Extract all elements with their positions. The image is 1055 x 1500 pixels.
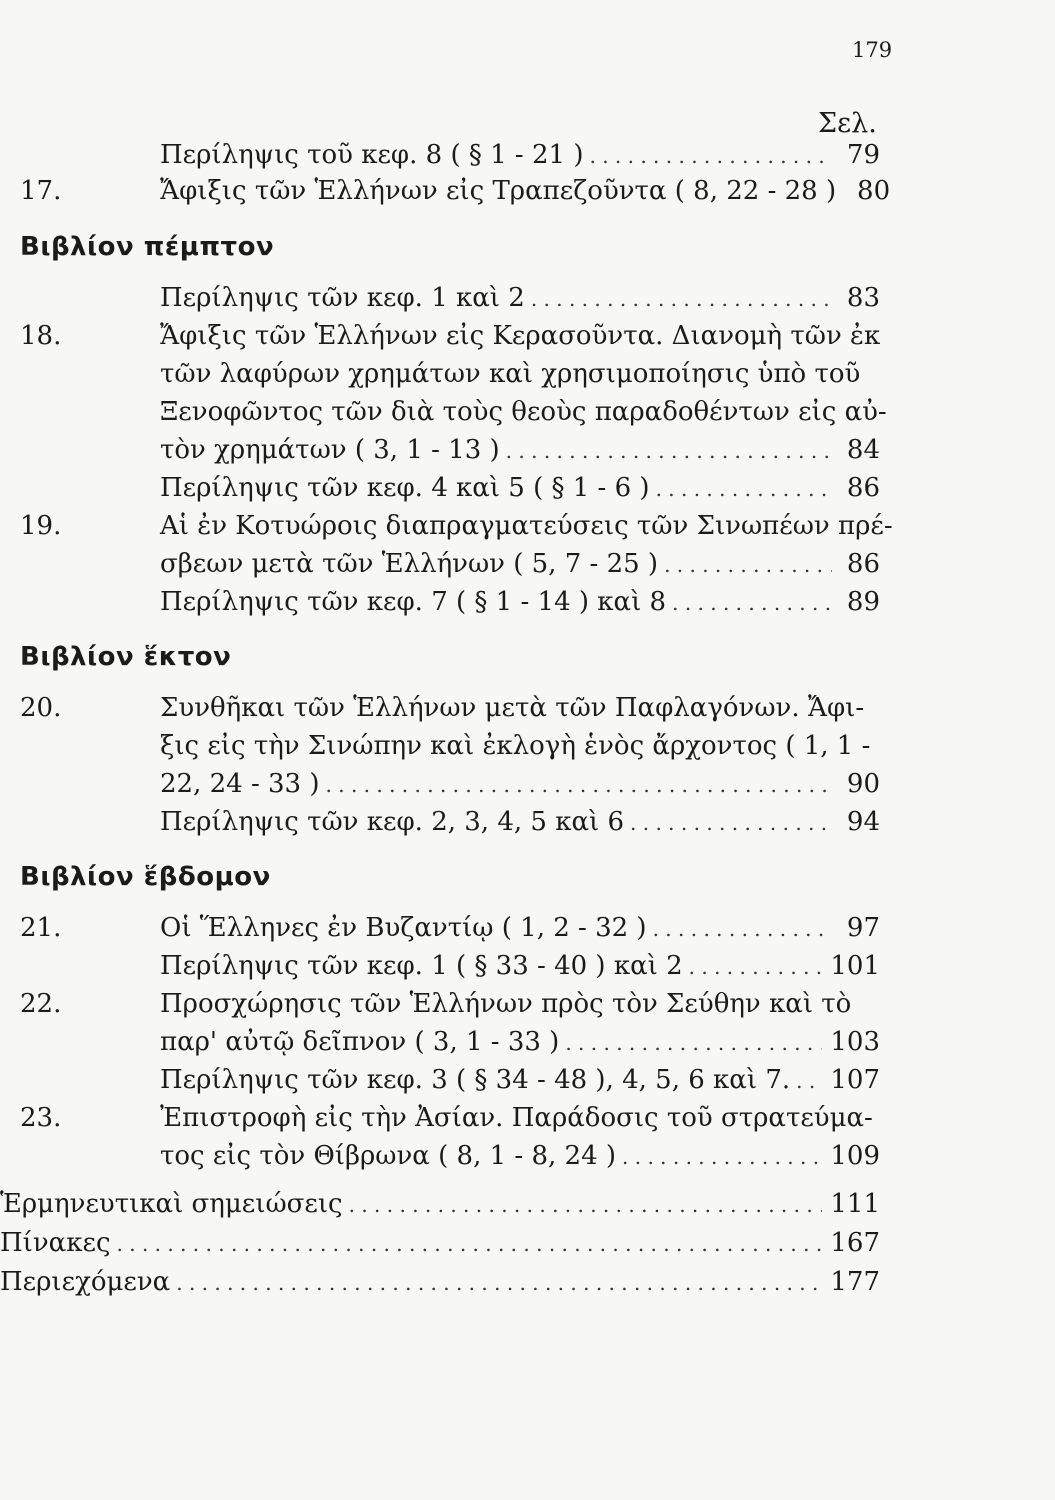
chapter-number: 23. [20,1103,62,1133]
toc-entry [160,731,880,769]
toc-entry [160,321,880,359]
toc-entry [160,176,891,214]
toc-entry-text: τῶν λαφύρων χρημάτων καὶ χρησιμοποίησις ὑπὸ τοῦ [160,359,861,389]
toc-entry [160,511,893,549]
toc-entry-text: Περίληψις τῶν κεφ. 3 ( § 34 - 48 ), 4, 5, 6 καὶ 7. [160,1065,791,1095]
toc-entry-text: Ἄφιξις τῶν Ἑλλήνων εἰς Τραπεζοῦντα ( 8, 22 - 28 ) [160,176,837,206]
back-matter-text: Ἑρμηνευτικαὶ σημειώσεις [0,1189,343,1219]
toc-entry [160,283,880,321]
toc-entry [160,807,880,845]
leader-dots [664,553,832,577]
leader-dots [589,144,832,168]
toc-entry-text: Περίληψις τοῦ κεφ. 8 ( § 1 - 21 ) [160,140,584,170]
toc-entry-text: τος εἰς τὸν Θίβρωνα ( 8, 1 - 8, 24 ) [160,1141,617,1171]
leader-dots [656,477,832,501]
chapter-number: 21. [20,913,62,943]
leader-dots [531,287,832,311]
toc-entry-page: 89 [846,587,880,617]
toc-entry-page: 80 [857,176,891,206]
leader-dots [349,1193,823,1217]
toc-entry-text: Ἄφιξις τῶν Ἑλλήνων εἰς Κερασοῦντα. Διανομὴ τῶν ἐκ [160,321,881,351]
page-number: 179 [852,38,893,62]
back-matter-entry [0,1267,880,1305]
back-matter-page: 111 [830,1189,880,1219]
toc-entry [160,140,880,178]
chapter-number: 22. [20,989,62,1019]
toc-entry-text: Αἱ ἐν Κοτυώροις διαπραγματεύσεις τῶν Σινωπέων πρέ- [160,511,893,541]
leader-dots [506,439,832,463]
book-heading: Βιβλίον ἕβδομον [20,862,271,892]
leader-dots [326,773,832,797]
toc-entry-page: 94 [846,807,880,837]
toc-entry [160,989,880,1027]
toc-entry-text: τὸν χρημάτων ( 3, 1 - 13 ) [160,435,500,465]
toc-entry [160,1065,880,1103]
leader-dots [565,1031,822,1055]
chapter-number: 20. [20,693,62,723]
toc-entry-page: 90 [846,769,880,799]
toc-entry-page: 109 [830,1141,880,1171]
toc-entry [160,397,887,435]
toc-entry [160,951,880,989]
toc-entry-page: 101 [830,951,880,981]
toc-entry-page: 79 [846,140,880,170]
leader-dots [672,591,832,615]
back-matter-entry [0,1189,880,1227]
toc-entry-text: Ἐπιστροφὴ εἰς τὴν Ἀσίαν. Παράδοσις τοῦ στρατεύμα- [160,1103,873,1133]
book-heading: Βιβλίον πέμπτον [20,232,275,262]
toc-entry-text: Οἱ Ἕλληνες ἐν Βυζαντίῳ ( 1, 2 - 32 ) [160,913,647,943]
toc-entry-page: 97 [846,913,880,943]
book-heading: Βιβλίον ἕκτον [20,642,232,672]
leader-dots [689,955,823,979]
toc-entry [160,1103,880,1141]
leader-dots [653,917,832,941]
leader-dots [630,811,832,835]
toc-entry-text: Περίληψις τῶν κεφ. 1 ( § 33 - 40 ) καὶ 2 [160,951,683,981]
leader-dots [796,1069,822,1093]
toc-entry-text: σβεων μετὰ τῶν Ἑλλήνων ( 5, 7 - 25 ) [160,549,659,579]
leader-dots [176,1271,822,1295]
toc-entry [160,769,880,807]
toc-entry [160,435,880,473]
leader-dots [622,1145,822,1169]
toc-entry-text: Περίληψις τῶν κεφ. 2, 3, 4, 5 καὶ 6 [160,807,625,837]
back-matter-page: 167 [830,1228,880,1258]
toc-entry-text: Συνθῆκαι τῶν Ἑλλήνων μετὰ τῶν Παφλαγόνων. Ἄφι- [160,693,865,723]
toc-entry-text: Περίληψις τῶν κεφ. 1 καὶ 2 [160,283,525,313]
back-matter-page: 177 [830,1267,880,1297]
toc-entry [160,1141,880,1179]
back-matter-entry [0,1228,880,1266]
toc-entry-text: Προσχώρησις τῶν Ἑλλήνων πρὸς τὸν Σεύθην καὶ τὸ [160,989,852,1019]
toc-entry-page: 86 [846,549,880,579]
toc-entry-text: Περίληψις τῶν κεφ. 4 καὶ 5 ( § 1 - 6 ) [160,473,650,503]
toc-entry-text: 22, 24 - 33 ) [160,769,320,799]
toc-entry-text: ξις εἰς τὴν Σινώπην καὶ ἐκλογὴ ἑνὸς ἄρχοντος ( 1, 1 - [160,731,871,761]
toc-entry-page: 107 [830,1065,880,1095]
chapter-number: 18. [20,321,62,351]
leader-dots [117,1232,823,1256]
toc-entry-page: 86 [846,473,880,503]
toc-entry-text: Περίληψις τῶν κεφ. 7 ( § 1 - 14 ) καὶ 8 [160,587,667,617]
toc-entry [160,693,880,731]
toc-entry-page: 103 [830,1027,880,1057]
toc-entry [160,473,880,511]
toc-entry [160,359,880,397]
page-column-header: Σελ. [818,108,877,139]
chapter-number: 17. [20,176,62,206]
back-matter-text: Πίνακες [0,1228,111,1258]
toc-entry [160,913,880,951]
toc-entry [160,549,880,587]
toc-entry-text: παρ' αὐτῷ δεῖπνον ( 3, 1 - 33 ) [160,1027,560,1057]
toc-entry-text: Ξενοφῶντος τῶν διὰ τοὺς θεοὺς παραδοθέντων εἰς αὐ- [160,397,887,427]
toc-entry [160,1027,880,1065]
chapter-number: 19. [20,511,62,541]
toc-entry-page: 83 [846,283,880,313]
toc-entry-page: 84 [846,435,880,465]
toc-entry [160,587,880,625]
back-matter-text: Περιεχόμενα [0,1267,171,1297]
